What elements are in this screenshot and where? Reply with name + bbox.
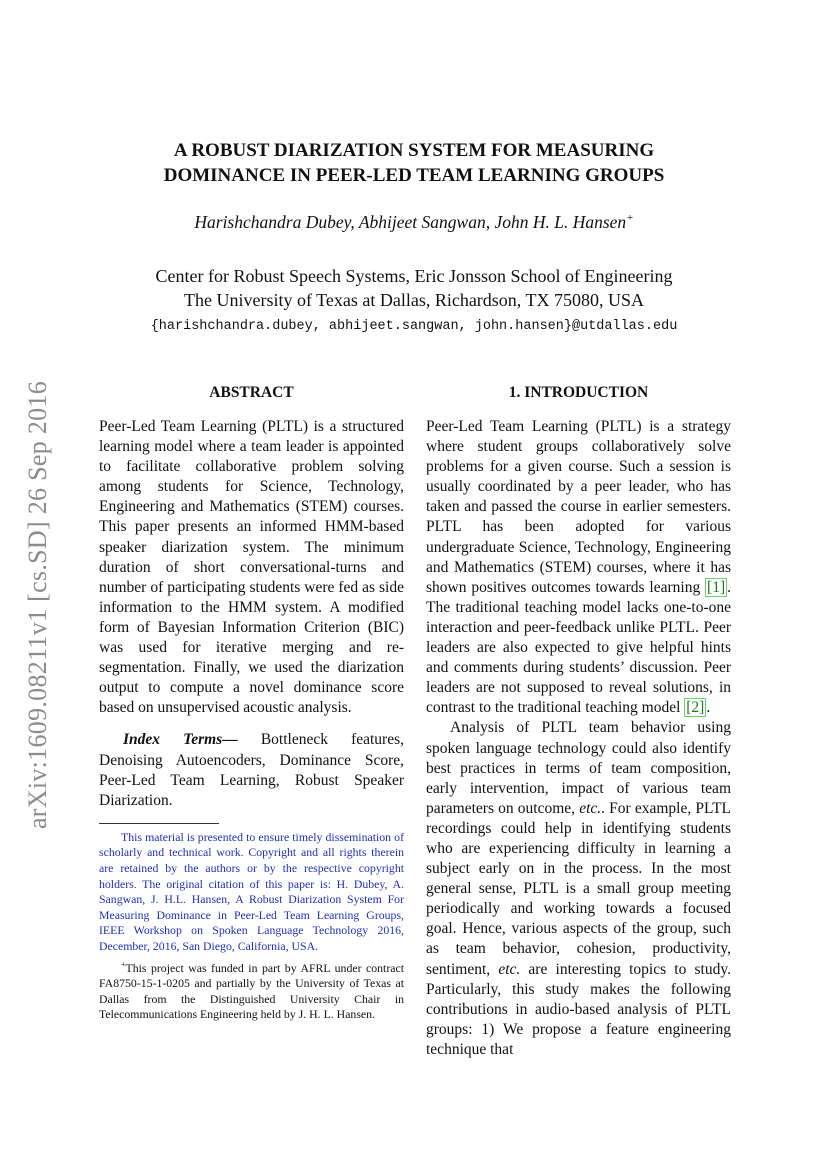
funding-footnote	[99, 957, 404, 1023]
abstract-heading: ABSTRACT	[209, 384, 294, 401]
intro-p2-text-b: . For example, PLTL recordings could help in identifying students who are experiencing difficulty in learning a subject early on in the process. In the most general sense, PLTL is a small group meeting periodically and working towards a focused goal. Hence, various aspects of the group, such as team behavior, cohesion, productivity, sentiment,	[426, 799, 732, 978]
arxiv-identifier: arXiv:1609.08211v1 [cs.SD] 26 Sep 2016	[23, 380, 52, 830]
index-terms-label: Index Terms—	[123, 731, 238, 749]
copyright-footnote[interactable]: This material is presented to ensure timely dissemination of scholarly and technical work. Copyright and all rights therein are retained by the authors or by the respective copyright holders. The original citation of this paper is: H. Dubey, A. Sangwan, J. H.L. Hansen, A Robust Diarization System For Measuring Dominance in Peer-Led Team Learning Groups, IEEE Workshop on Spoken Language Technology 2016, December, 2016, San Diego, California, USA.	[99, 829, 404, 953]
intro-p1-text-c: .	[706, 699, 711, 717]
footnote-rule	[99, 823, 219, 824]
affiliation	[0, 264, 828, 312]
author-list	[0, 212, 828, 233]
index-terms-body: Bottleneck features, Denoising Autoencoders, Dominance Score, Peer-Led Team Learning, Robust Speaker Diarization.	[99, 731, 405, 809]
funding-mark: +	[121, 959, 126, 969]
paper-title	[0, 138, 828, 188]
author-names: Harishchandra Dubey, Abhijeet Sangwan, John H. L. Hansen	[194, 212, 627, 232]
affiliation-line-1: Center for Robust Speech Systems, Eric Jonsson School of Engineering	[155, 266, 673, 286]
arxiv-side-stamp	[18, 360, 58, 850]
intro-p2-etc-1: etc.	[579, 799, 602, 817]
abstract-body: Peer-Led Team Learning (PLTL) is a structured learning model where a team leader is appointed to facilitate collaborative problem solving among students for Science, Technology, Engineering and Mathematics (STEM) courses. This paper presents an informed HMM-based speaker diarization system. The minimum duration of short conversational-turns and number of participating students were fed as side information to the HMM system. A modified form of Bayesian Information Criterion (BIC) was used for iterative merging and re-segmentation. Finally, we used the diarization output to compute a novel dominance score based on unsupervised acoustic analysis.	[99, 418, 404, 717]
intro-p1-text-a: Peer-Led Team Learning (PLTL) is a strategy where student groups collaboratively solve problems for a given course. Such a session is usually coordinated by a peer leader, who has taken and passed the course in earlier semesters. PLTL has been adopted for various undergraduate Science, Technology, Engineering and Mathematics (STEM) courses, where it has shown positives outcomes towards learning	[426, 418, 731, 596]
intro-paragraph-1	[426, 417, 731, 718]
intro-paragraph-2	[426, 718, 731, 1060]
index-terms	[99, 730, 404, 810]
citation-link-1[interactable]: [1]	[707, 578, 726, 596]
author-emails: {harishchandra.dubey, abhijeet.sangwan, john.hansen}@utdallas.edu	[150, 319, 678, 334]
intro-p1-text-b: . The traditional teaching model lacks one-to-one interaction and peer-feedback unlike PLTL. Peer leaders are also expected to give helpful hints and comments during students’ discussion. Peer leaders are not supposed to reveal solutions, in contrast to the traditional teaching model	[426, 578, 731, 717]
intro-p2-etc-2: etc.	[498, 960, 521, 978]
affiliation-line-2: The University of Texas at Dallas, Richardson, TX 75080, USA	[183, 290, 644, 310]
funding-text: This project was funded in part by AFRL under contract FA8750-15-1-0205 and partially by the University of Texas at Dallas from the Distinguished University Chair in Telecommunications Engineering held by J. H. L. Hansen.	[99, 960, 404, 1022]
intro-p2-text-c: are interesting topics to study. Particularly, this study makes the following contributions in audio-based analysis of PLTL groups: 1) We propose a feature engineering technique that	[426, 960, 731, 1058]
intro-p2-text-a: Analysis of PLTL team behavior using spoken language technology could also identify best practices in terms of team composition, early intervention, impact of various team parameters on outcome,	[426, 719, 731, 817]
left-column	[99, 383, 404, 1023]
citation-link-2[interactable]: [2]	[686, 699, 705, 717]
title-line-2: DOMINANCE IN PEER-LED TEAM LEARNING GROUPS	[163, 165, 665, 186]
author-mark: +	[626, 212, 634, 225]
introduction-heading: 1. INTRODUCTION	[508, 384, 649, 401]
title-line-1: A ROBUST DIARIZATION SYSTEM FOR MEASURING	[173, 140, 655, 161]
right-column	[426, 383, 731, 1060]
